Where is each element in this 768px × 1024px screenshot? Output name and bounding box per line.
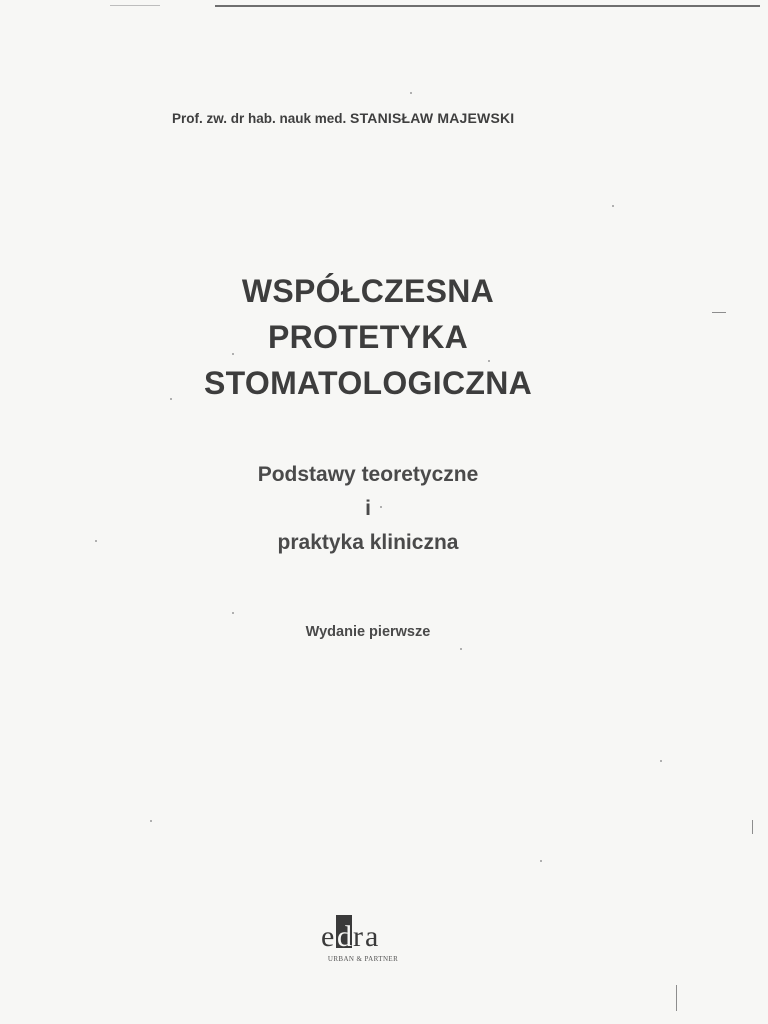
scan-edge-mark (676, 985, 677, 1011)
svg-text:e: e (321, 920, 335, 953)
scan-edge-mark (712, 312, 726, 313)
author-name: STANISŁAW MAJEWSKI (350, 110, 515, 126)
subtitle-line: praktyka kliniczna (277, 531, 459, 554)
title-line: STOMATOLOGICZNA (203, 365, 533, 401)
scan-speck (660, 760, 662, 762)
scan-speck (150, 820, 152, 822)
scan-speck (410, 92, 412, 94)
scan-edge-line (110, 5, 160, 6)
scan-edge-mark (752, 820, 753, 834)
subtitle-line: i (365, 497, 371, 520)
author-prefix: Prof. zw. dr hab. nauk med. (172, 111, 347, 126)
book-title (168, 268, 568, 406)
publisher-caption: URBAN & PARTNER (327, 955, 399, 963)
publisher-logo (318, 912, 408, 968)
svg-text:a: a (365, 920, 379, 953)
scan-speck (170, 398, 172, 400)
scan-speck (460, 648, 462, 650)
scan-speck (380, 506, 382, 508)
edra-logo-icon (321, 912, 405, 954)
title-line: WSPÓŁCZESNA (241, 273, 495, 309)
scan-speck (232, 353, 234, 355)
edition-label: Wydanie pierwsze (305, 624, 431, 640)
scan-speck (95, 540, 97, 542)
scan-speck (232, 612, 234, 614)
scan-top-border (215, 5, 760, 7)
svg-text:d: d (337, 920, 352, 953)
svg-text:r: r (353, 920, 363, 953)
scan-speck (540, 860, 542, 862)
scan-speck (612, 205, 614, 207)
subtitle-line: Podstawy teoretyczne (257, 463, 479, 486)
book-subtitle (168, 458, 568, 560)
scan-speck (488, 360, 490, 362)
author-line (172, 110, 592, 126)
title-line: PROTETYKA (267, 319, 469, 355)
